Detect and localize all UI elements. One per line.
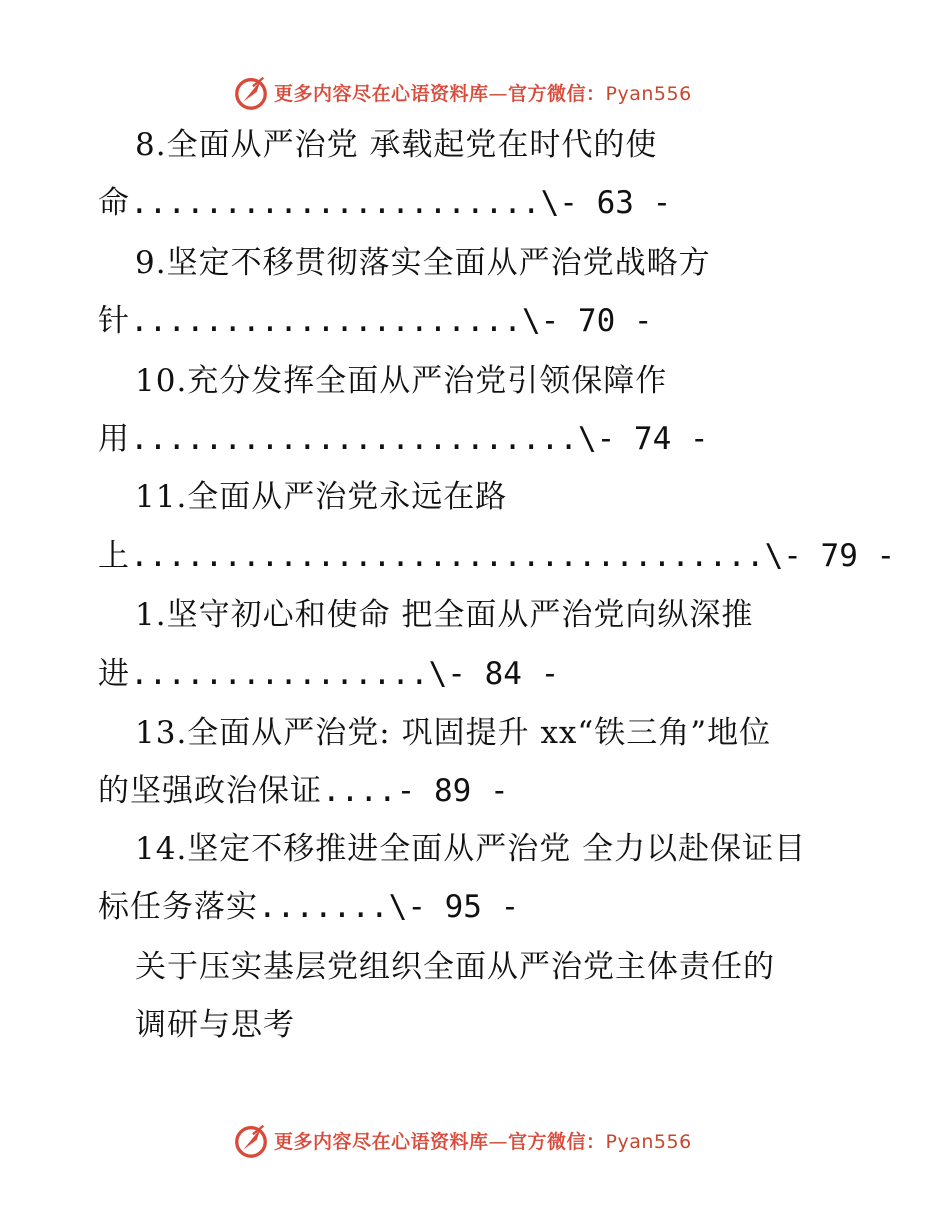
- page-number: \- 79 -: [764, 538, 896, 574]
- page-number: \- 74 -: [577, 421, 709, 457]
- toc-entry-continuation: 命......................\- 63 -: [98, 185, 672, 221]
- toc-entry-title: 1.坚守初心和使命 把全面从严治党向纵深推: [135, 597, 754, 633]
- toc-entry-title: 14.坚定不移推进全面从严治党 全力以赴保证目: [135, 831, 807, 867]
- page-number: \- 95 -: [388, 889, 520, 925]
- toc-entry-title: 13.全面从严治党: 巩固提升 xx“铁三角”地位: [135, 715, 772, 751]
- toc-entry-continuation: 进................\- 84 -: [98, 656, 560, 692]
- toc-entry-title: 11.全面从严治党永远在路: [135, 479, 508, 515]
- quill-logo-icon: [232, 73, 270, 111]
- footer-watermark: [232, 1120, 692, 1160]
- watermark-text: 更多内容尽在心语资料库—官方微信：Pyan556: [274, 1130, 692, 1153]
- toc-entry-continuation: 上..................................\- 79 -: [98, 538, 896, 574]
- page-number: \- 84 -: [428, 656, 560, 692]
- toc-entry-continuation: 针.....................\- 70 -: [98, 303, 653, 339]
- page-number: \- 70 -: [521, 303, 653, 339]
- watermark-text: 更多内容尽在心语资料库—官方微信：Pyan556: [274, 82, 692, 105]
- toc-entry-continuation: 用........................\- 74 -: [98, 421, 709, 457]
- toc-entry-continuation: 标任务落实.......\- 95 -: [98, 889, 520, 925]
- header-watermark: [232, 72, 692, 112]
- section-heading-line1: 关于压实基层党组织全面从严治党主体责任的: [135, 949, 775, 985]
- toc-entry-continuation: 的坚强政治保证....- 89 -: [98, 773, 509, 809]
- quill-logo-icon: [232, 1121, 270, 1159]
- page-number: - 89 -: [396, 773, 509, 809]
- toc-entry-title: 8.全面从严治党 承载起党在时代的使: [135, 127, 658, 163]
- toc-entry-title: 10.充分发挥全面从严治党引领保障作: [135, 363, 668, 399]
- page-number: \- 63 -: [540, 185, 672, 221]
- section-heading-line2: 调研与思考: [135, 1007, 295, 1043]
- toc-entry-title: 9.坚定不移贯彻落实全面从严治党战略方: [135, 245, 711, 281]
